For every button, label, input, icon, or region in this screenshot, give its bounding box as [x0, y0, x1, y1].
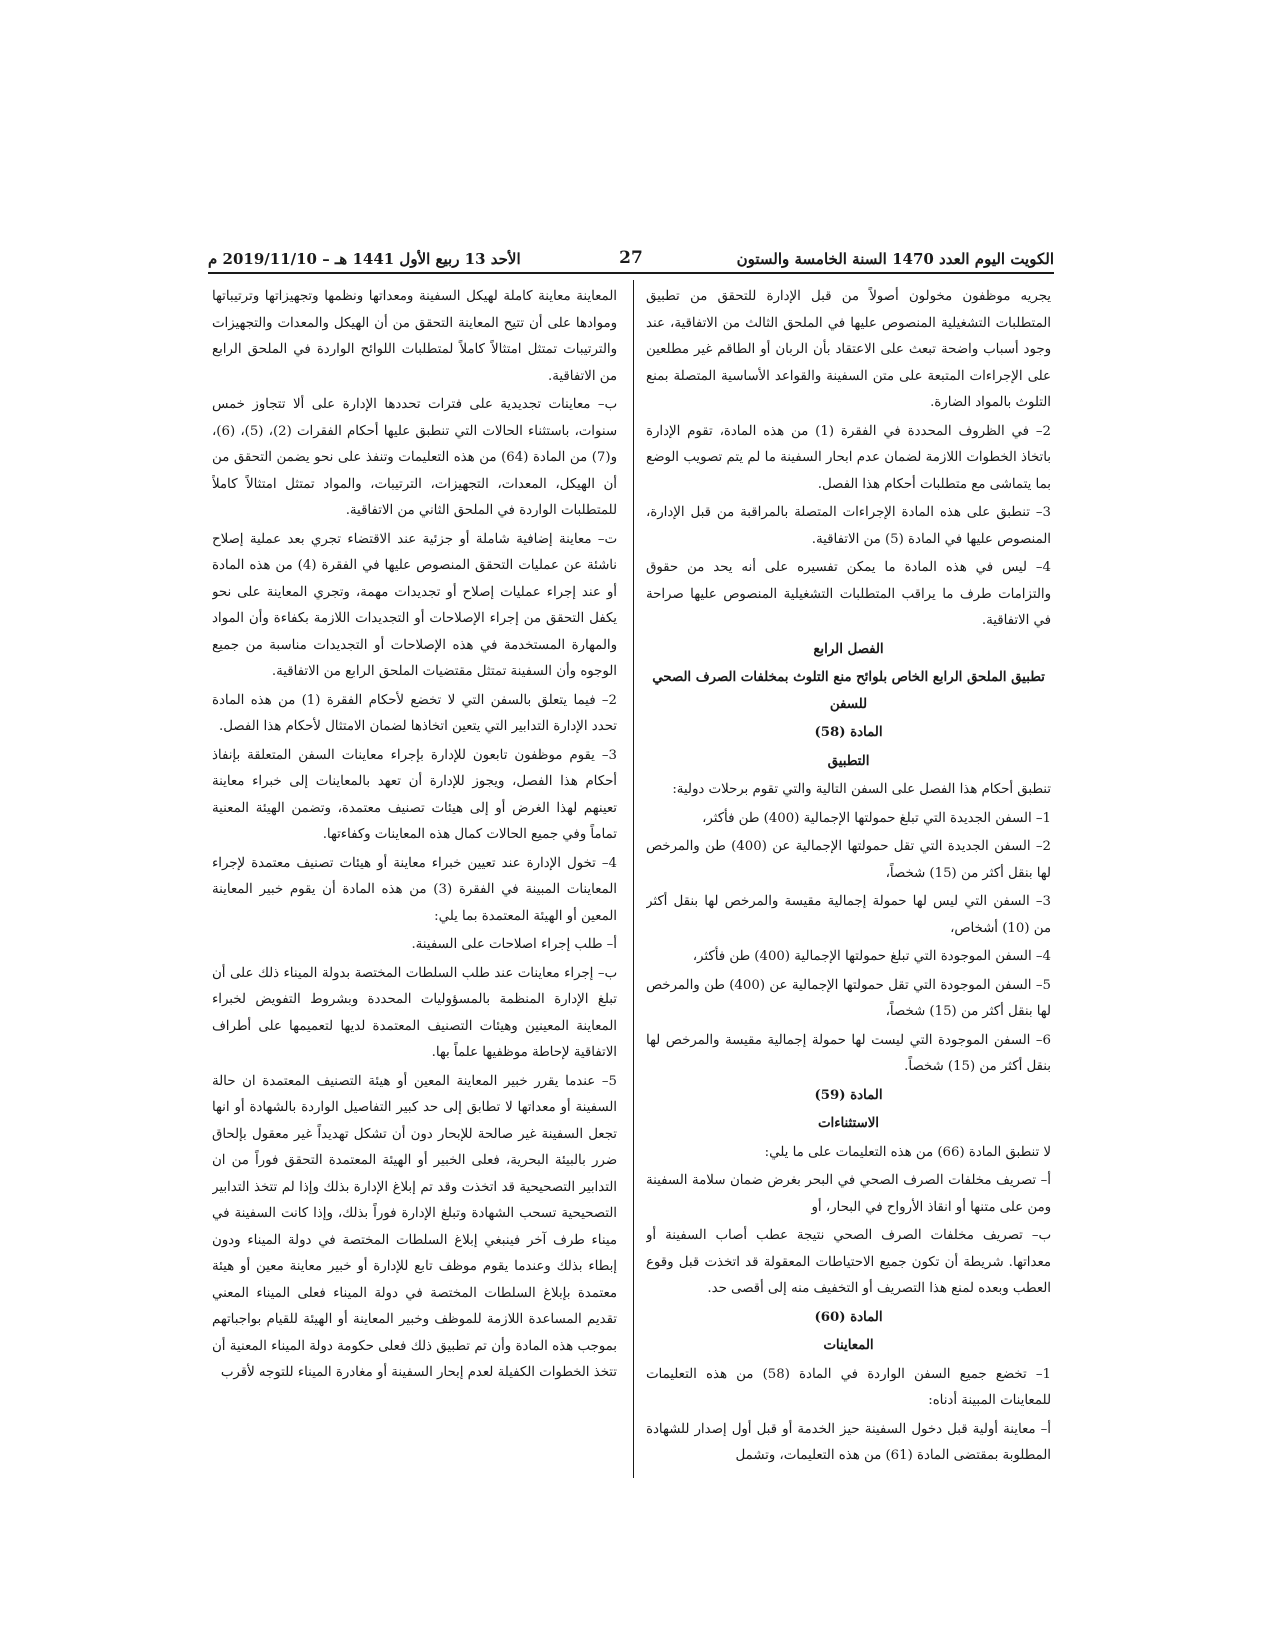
section-heading: تطبيق الملحق الرابع الخاص بلوائح منع التلوث بمخلفات الصرف الصحي للسفن — [652, 670, 1045, 712]
paragraph: 5– عندما يقرر خبير المعاينة المعين أو هيئة التصنيف المعتمدة ان حالة السفينة أو معداتها لا تطابق إلى حد كبير التفاصيل الواردة بالشهادة أو انها تجعل السفينة غير صالحة للإبحار دون أن تشكل تهديداً غير معقول بإلحاق ضرر بالبيئة البحرية، فعلى الخبير أو الهيئة المعتمدة التحقق فوراً من ان التدابير التصحيحية قد اتخذت وقد تم إبلاغ الإدارة بذلك وإذا لم تتخذ التدابير التصحيحية تسحب الشهادة وتبلغ الإدارة فوراً بذلك، وإذا كانت السفينة في ميناء طرف آخر فينبغي إبلاغ السلطات المختصة في دولة الميناء ودون إبطاء بذلك وعندما يقوم موظف تابع للإدارة أو خبير معاينة معين أو هيئة معتمدة بإبلاغ السلطات المختصة في دولة الميناء فعلى الميناء المعني تقديم المساعدة اللازمة للموظف وخبير المعاينة أو الهيئة للقيام بواجباتهم بموجب هذه المادة وأن تم تطبيق ذلك فعلى حكومة دولة الميناء المعنية أن تتخذ الخطوات الكفيلة لعدم إبحار السفينة أو مغادرة الميناء للتوجه لأقرب — [212, 1073, 617, 1380]
paragraph: 1– السفن الجديدة التي تبلغ حمولتها الإجمالية (400) طن فأكثر، — [702, 810, 1051, 826]
paragraph: أ– طلب إجراء اصلاحات على السفينة. — [411, 937, 617, 952]
paragraph: 1– تخضع جميع السفن الواردة في المادة (58) من هذه التعليمات للمعاينات المبينة أدناه: — [646, 1366, 1051, 1408]
left-text-column — [212, 284, 617, 1480]
section-heading: الاستثناءات — [818, 1116, 879, 1131]
column-divider — [633, 280, 634, 1478]
section-heading: المادة (60) — [814, 1309, 883, 1325]
paragraph: 6– السفن الموجودة التي ليست لها حمولة إجمالية مقيسة والمرخص لها بنقل أكثر من (15) شخصاً. — [646, 1032, 1051, 1074]
section-heading: المعاينات — [823, 1338, 874, 1353]
paragraph: 4– تخول الإدارة عند تعيين خبراء معاينة أو هيئات تصنيف معتمدة لإجراء المعاينات المبينة في الفقرة (3) من هذه المادة أن يقوم خبير المعاينة المعين أو الهيئة المعتمدة بما يلي: — [212, 855, 617, 924]
section-heading: المادة (58) — [814, 725, 883, 740]
paragraph: المعاينة معاينة كاملة لهيكل السفينة ومعداتها ونظمها وتجهيزاتها وترتيباتها وموادها على أن تتيح المعاينة التحقق من أن الهيكل والمعدات والتجهيزات والترتيبات تمتثل امتثالاً كاملاً لمتطلبات اللوائح الواردة في الملحق الرابع من الاتفاقية. — [212, 289, 617, 384]
paragraph: ب– تصريف مخلفات الصرف الصحي نتيجة عطب أصاب السفينة أو معداتها. شريطة أن تكون جميع الاحتياطات المعقولة قد اتخذت قبل وقوع العطب وبعده لمنع هذا التصريف أو التخفيف منه إلى أقصى حد. — [646, 1228, 1051, 1296]
section-heading: المادة (59) — [814, 1087, 883, 1103]
paragraph: 3– يقوم موظفون تابعون للإدارة بإجراء معاينات السفن المتعلقة بإنفاذ أحكام هذا الفصل، ويجوز للإدارة أن تعهد بالمعاينات إلى خبراء معاينة تعينهم لهذا الغرض أو إلى هيئات تصنيف معتمدة، وتضمن الهيئة المعنية تماماً وفي جميع الحالات كمال هذه المعاينات وكفاءتها. — [212, 747, 617, 842]
paragraph: 5– السفن الموجودة التي تقل حمولتها الإجمالية عن (400) طن والمرخص لها بنقل أكثر من (15) شخصاً، — [646, 977, 1051, 1019]
paragraph: 3– السفن التي ليس لها حمولة إجمالية مقيسة والمرخص لها بنقل أكثر من (10) أشخاص، — [646, 894, 1051, 936]
header-publication-info: الكويت اليوم العدد 1470 السنة الخامسة والستون — [736, 250, 1054, 268]
paragraph: 2– في الظروف المحددة في الفقرة (1) من هذه المادة، تقوم الإدارة باتخاذ الخطوات اللازمة لضمان عدم ابحار السفينة ما لم يتم تصويب الوضع بما يتماشى مع متطلبات أحكام هذا الفصل. — [646, 423, 1051, 492]
header-date: الأحد 13 ربيع الأول 1441 هـ – 2019/11/10 م — [208, 250, 521, 268]
paragraph: ب– إجراء معاينات عند طلب السلطات المختصة بدولة الميناء ذلك على أن تبلغ الإدارة المنظمة بالمسؤوليات المحددة وبشروط التفويض لخبراء المعاينة المعينين وهيئات التصنيف المعتمدة لديها لتعميمها على أطراف الاتفاقية لإحاطة موظفيها علماً بها. — [212, 965, 617, 1060]
page-number: 27 — [619, 248, 643, 268]
section-heading: التطبيق — [827, 753, 870, 769]
paragraph: يجريه موظفون مخولون أصولاً من قبل الإدارة للتحقق من تطبيق المتطلبات التشغيلية المنصوص عليها في الملحق الثالث من الاتفاقية، عند وجود أسباب واضحة تبعث على الاعتقاد بأن الربان أو الطاقم غير مطلعين على الإجراءات المتبعة على متن السفينة والقواعد الأساسية المتصلة بمنع التلوث بالمواد الضارة. — [646, 289, 1051, 410]
paragraph: لا تنطبق المادة (66) من هذه التعليمات على ما يلي: — [764, 1144, 1051, 1160]
page-header — [208, 238, 1054, 268]
paragraph: 4– ليس في هذه المادة ما يمكن تفسيره على أنه يحد من حقوق والتزامات طرف ما يراقب المتطلبات التشغيلية المنصوص عليها صراحة في الاتفاقية. — [646, 560, 1051, 628]
paragraph: 2– فيما يتعلق بالسفن التي لا تخضع لأحكام الفقرة (1) من هذه المادة تحدد الإدارة التدابير التي يتعين اتخاذها لضمان الامتثال لأحكام هذا الفصل. — [212, 692, 617, 734]
section-heading: الفصل الرابع — [813, 641, 884, 657]
paragraph: أ– معاينة أولية قبل دخول السفينة حيز الخدمة أو قبل أول إصدار للشهادة المطلوبة بمقتضى المادة (61) من هذه التعليمات، وتشمل — [646, 1421, 1051, 1463]
right-text-column — [646, 284, 1051, 1480]
paragraph: أ– تصريف مخلفات الصرف الصحي في البحر بغرض ضمان سلامة السفينة ومن على متنها أو انقاذ الأرواح في البحار، أو — [646, 1173, 1051, 1215]
paragraph: 3– تنطبق على هذه المادة الإجراءات المتصلة بالمراقبة من قبل الإدارة، المنصوص عليها في المادة (5) من الاتفاقية. — [646, 505, 1051, 547]
header-rule — [208, 272, 1054, 274]
paragraph: 2– السفن الجديدة التي تقل حمولتها الإجمالية عن (400) طن والمرخص لها بنقل أكثر من (15) شخصاً، — [646, 839, 1051, 881]
paragraph: تنطبق أحكام هذا الفصل على السفن التالية والتي تقوم برحلات دولية: — [672, 782, 1051, 797]
paragraph: ت– معاينة إضافية شاملة أو جزئية عند الاقتضاء تجري بعد عملية إصلاح ناشئة عن عمليات التحقق المنصوص عليها في الفقرة (4) من هذه المادة أو عند إجراء عمليات إصلاح أو تجديدات مهمة، وتجري المعاينة على نحو يكفل التحقق من إجراء الإصلاحات أو التجديدات اللازمة بكفاءة وأن المواد والمهارة المستخدمة في هذه الإصلاحات أو التجديدات مناسبة من جميع الوجوه وأن السفينة تمتثل مقتضيات الملحق الرابع من الاتفاقية. — [212, 531, 617, 679]
paragraph: ب– معاينات تجديدية على فترات تحددها الإدارة على ألا تتجاوز خمس سنوات، باستثناء الحالات التي تنطبق عليها أحكام الفقرات (2)، (5)، (6)، و(7) من المادة (64) من هذه التعليمات وتنفذ على نحو يضمن التحقق من أن الهيكل، المعدات، التجهيزات، الترتيبات، والمواد تمتثل امتثالاً كاملاً للمتطلبات الواردة في الملحق الثاني من الاتفاقية. — [212, 397, 617, 518]
paragraph: 4– السفن الموجودة التي تبلغ حمولتها الإجمالية (400) طن فأكثر، — [692, 949, 1051, 964]
